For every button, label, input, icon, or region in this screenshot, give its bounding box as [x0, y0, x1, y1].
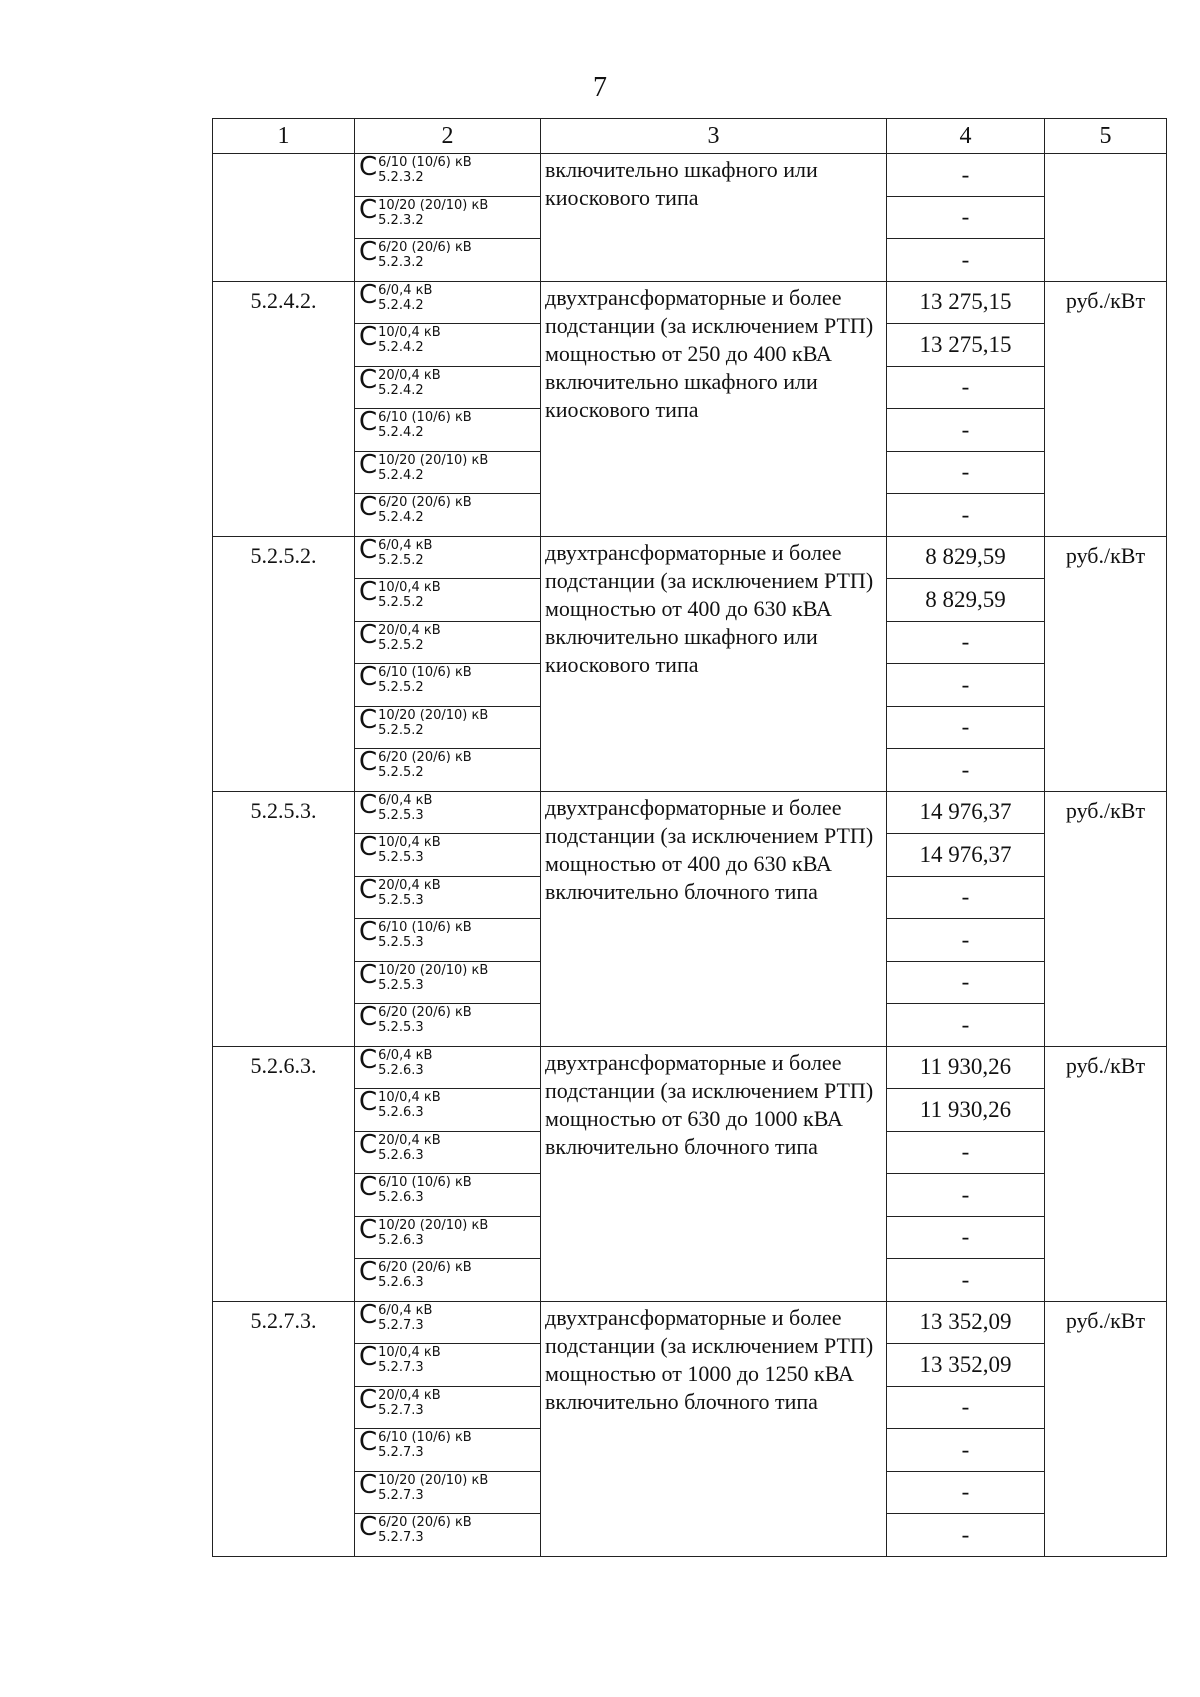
rate-indices — [378, 1387, 441, 1417]
rate-voltage-superscript: 10/20 (20/10) кВ — [378, 197, 489, 213]
rate-indices — [378, 367, 441, 397]
rate-value-cell: - — [887, 451, 1045, 494]
rate-value-cell: - — [887, 409, 1045, 452]
rate-code-cell — [355, 494, 541, 537]
rate-value-cell: - — [887, 1429, 1045, 1472]
rate-code-cell — [355, 1471, 541, 1514]
rate-value-cell: - — [887, 196, 1045, 239]
rate-symbol: C — [359, 833, 378, 862]
rate-code-cell — [355, 579, 541, 622]
rate-code-cell — [355, 154, 541, 197]
rate-voltage-superscript: 20/0,4 кВ — [378, 367, 441, 383]
rate-voltage-superscript: 6/10 (10/6) кВ — [378, 1175, 472, 1190]
rate-value-cell: - — [887, 366, 1045, 409]
rate-value-cell: - — [887, 1174, 1045, 1217]
rate-code-cell — [355, 706, 541, 749]
rate-voltage-superscript: 6/0,4 кВ — [378, 792, 433, 808]
rate-symbol: C — [359, 196, 378, 225]
rate-code-subscript: 5.2.7.3 — [378, 1530, 424, 1545]
description-cell: двухтрансформаторные и более подстанции (за исключением РТП) мощностью от 1000 до 1250 кВА включительно блочного типа — [541, 1301, 887, 1556]
rate-code-cell — [355, 239, 541, 282]
rate-indices — [378, 494, 472, 524]
unit-cell — [1045, 154, 1167, 282]
header-cell: 1 — [213, 119, 355, 154]
rate-code-subscript: 5.2.3.2 — [378, 212, 424, 228]
rate-symbol: C — [359, 281, 378, 310]
rate-voltage-superscript: 6/0,4 кВ — [378, 537, 433, 553]
rate-symbol: C — [359, 1003, 378, 1032]
rate-code-cell — [355, 621, 541, 664]
header-cell: 3 — [541, 119, 887, 154]
rate-value-cell: - — [887, 1216, 1045, 1259]
rate-indices — [378, 239, 472, 269]
rate-value-cell: 8 829,59 — [887, 536, 1045, 579]
rate-code-subscript: 5.2.5.3 — [378, 935, 424, 950]
rate-code-subscript: 5.2.4.2 — [378, 467, 424, 483]
rate-symbol: C — [359, 1428, 378, 1457]
rate-voltage-superscript: 6/10 (10/6) кВ — [378, 410, 472, 425]
rate-indices — [378, 622, 441, 652]
rate-code-subscript: 5.2.5.3 — [378, 807, 424, 823]
rate-indices — [378, 409, 472, 439]
rate-voltage-superscript: 10/0,4 кВ — [378, 1345, 441, 1360]
table-row — [213, 536, 1167, 579]
rate-voltage-superscript: 20/0,4 кВ — [378, 622, 441, 638]
rate-voltage-superscript: 20/0,4 кВ — [378, 877, 441, 893]
rate-code-subscript: 5.2.7.3 — [378, 1360, 424, 1375]
rate-symbol: C — [359, 536, 378, 565]
rate-code-cell — [355, 961, 541, 1004]
rate-symbol: C — [359, 451, 378, 480]
rate-indices — [378, 1217, 488, 1247]
description-cell: включительно шкафного или киоскового типа — [541, 154, 887, 282]
rate-indices — [378, 197, 488, 227]
rate-indices — [378, 537, 432, 567]
rate-voltage-superscript: 6/10 (10/6) кВ — [378, 155, 472, 170]
rate-value-cell: 8 829,59 — [887, 579, 1045, 622]
rate-code-subscript: 5.2.6.3 — [378, 1147, 424, 1163]
rate-symbol: C — [359, 366, 378, 395]
rate-indices — [378, 579, 441, 609]
rate-code-subscript: 5.2.7.3 — [378, 1445, 424, 1460]
rate-value-cell: - — [887, 154, 1045, 197]
tariff-table — [212, 118, 1167, 1557]
rate-symbol: C — [359, 153, 378, 182]
rate-indices — [378, 834, 441, 864]
table-row — [213, 1046, 1167, 1089]
rate-value-cell: - — [887, 239, 1045, 282]
rate-code-subscript: 5.2.7.3 — [378, 1317, 424, 1333]
rate-symbol: C — [359, 1046, 378, 1075]
rate-code-cell — [355, 1089, 541, 1132]
rate-code-subscript: 5.2.6.3 — [378, 1232, 424, 1248]
rate-voltage-superscript: 10/0,4 кВ — [378, 1090, 441, 1105]
rate-code-subscript: 5.2.5.2 — [378, 680, 424, 695]
description-cell: двухтрансформаторные и более подстанции (за исключением РТП) мощностью от 400 до 630 кВА включительно шкафного или киоскового типа — [541, 536, 887, 791]
rate-indices — [378, 154, 472, 184]
rate-code-subscript: 5.2.5.3 — [378, 1020, 424, 1035]
rate-code-cell — [355, 1386, 541, 1429]
table-body — [213, 154, 1167, 1557]
rate-value-cell: - — [887, 1471, 1045, 1514]
rate-code-cell — [355, 664, 541, 707]
rate-indices — [378, 792, 432, 822]
rate-code-cell — [355, 451, 541, 494]
table-row — [213, 791, 1167, 834]
rate-symbol: C — [359, 1343, 378, 1372]
rate-value-cell: - — [887, 961, 1045, 1004]
rate-indices — [378, 664, 472, 694]
rate-code-subscript: 5.2.5.3 — [378, 850, 424, 865]
rate-code-cell — [355, 1301, 541, 1344]
unit-cell: руб./кВт — [1045, 281, 1167, 536]
rate-symbol: C — [359, 1258, 378, 1287]
item-number-cell: 5.2.6.3. — [213, 1046, 355, 1301]
rate-voltage-superscript: 6/20 (20/6) кВ — [378, 1515, 472, 1530]
rate-voltage-superscript: 10/20 (20/10) кВ — [378, 1472, 489, 1488]
rate-code-cell — [355, 366, 541, 409]
rate-voltage-superscript: 6/20 (20/6) кВ — [378, 1005, 472, 1020]
header-cell: 5 — [1045, 119, 1167, 154]
rate-indices — [378, 1472, 488, 1502]
rate-code-cell — [355, 1216, 541, 1259]
rate-symbol: C — [359, 238, 378, 267]
rate-code-subscript: 5.2.5.2 — [378, 722, 424, 738]
rate-voltage-superscript: 10/0,4 кВ — [378, 580, 441, 595]
rate-value-cell: - — [887, 1259, 1045, 1302]
rate-indices — [378, 1429, 472, 1459]
rate-voltage-superscript: 6/10 (10/6) кВ — [378, 1430, 472, 1445]
rate-code-subscript: 5.2.5.2 — [378, 595, 424, 610]
rate-code-cell — [355, 1046, 541, 1089]
rate-voltage-superscript: 6/0,4 кВ — [378, 1302, 433, 1318]
rate-value-cell: 13 352,09 — [887, 1344, 1045, 1387]
page-number: 7 — [593, 72, 607, 103]
rate-indices — [378, 877, 441, 907]
rate-indices — [378, 1344, 441, 1374]
rate-code-subscript: 5.2.4.2 — [378, 510, 424, 525]
rate-voltage-superscript: 10/0,4 кВ — [378, 835, 441, 850]
rate-code-subscript: 5.2.6.3 — [378, 1275, 424, 1290]
rate-indices — [378, 324, 441, 354]
description-cell: двухтрансформаторные и более подстанции (за исключением РТП) мощностью от 400 до 630 кВА включительно блочного типа — [541, 791, 887, 1046]
rate-voltage-superscript: 20/0,4 кВ — [378, 1132, 441, 1148]
rate-value-cell: - — [887, 664, 1045, 707]
rate-code-subscript: 5.2.5.2 — [378, 552, 424, 568]
rate-voltage-superscript: 6/10 (10/6) кВ — [378, 665, 472, 680]
rate-voltage-superscript: 6/0,4 кВ — [378, 1047, 433, 1063]
rate-indices — [378, 1302, 432, 1332]
rate-voltage-superscript: 6/10 (10/6) кВ — [378, 920, 472, 935]
rate-voltage-superscript: 6/20 (20/6) кВ — [378, 1260, 472, 1275]
rate-code-subscript: 5.2.5.2 — [378, 765, 424, 780]
rate-symbol: C — [359, 493, 378, 522]
rate-voltage-superscript: 10/20 (20/10) кВ — [378, 962, 489, 978]
rate-code-subscript: 5.2.6.3 — [378, 1190, 424, 1205]
rate-symbol: C — [359, 706, 378, 735]
rate-indices — [378, 1047, 432, 1077]
rate-symbol: C — [359, 961, 378, 990]
item-number-cell — [213, 154, 355, 282]
rate-symbol: C — [359, 408, 378, 437]
unit-cell: руб./кВт — [1045, 1301, 1167, 1556]
rate-code-cell — [355, 791, 541, 834]
rate-code-subscript: 5.2.4.2 — [378, 297, 424, 313]
rate-value-cell: - — [887, 749, 1045, 792]
rate-symbol: C — [359, 918, 378, 947]
rate-symbol: C — [359, 323, 378, 352]
rate-code-subscript: 5.2.7.3 — [378, 1402, 424, 1418]
table-row — [213, 281, 1167, 324]
rate-symbol: C — [359, 1301, 378, 1330]
rate-value-cell: 11 930,26 — [887, 1089, 1045, 1132]
rate-symbol: C — [359, 621, 378, 650]
rate-code-subscript: 5.2.5.2 — [378, 637, 424, 653]
rate-voltage-superscript: 10/0,4 кВ — [378, 325, 441, 340]
rate-symbol: C — [359, 1513, 378, 1542]
rate-value-cell: 13 352,09 — [887, 1301, 1045, 1344]
rate-code-cell — [355, 876, 541, 919]
rate-code-cell — [355, 196, 541, 239]
rate-code-cell — [355, 536, 541, 579]
header-cell: 2 — [355, 119, 541, 154]
rate-code-cell — [355, 1131, 541, 1174]
rate-code-subscript: 5.2.4.2 — [378, 382, 424, 398]
rate-code-cell — [355, 1344, 541, 1387]
rate-indices — [378, 282, 432, 312]
rate-indices — [378, 749, 472, 779]
rate-value-cell: 14 976,37 — [887, 834, 1045, 877]
rate-value-cell: 11 930,26 — [887, 1046, 1045, 1089]
table-row — [213, 1301, 1167, 1344]
rate-code-subscript: 5.2.6.3 — [378, 1062, 424, 1078]
rate-code-cell — [355, 281, 541, 324]
rate-code-cell — [355, 1514, 541, 1557]
rate-voltage-superscript: 20/0,4 кВ — [378, 1387, 441, 1403]
rate-symbol: C — [359, 578, 378, 607]
rate-value-cell: - — [887, 1131, 1045, 1174]
rate-symbol: C — [359, 748, 378, 777]
rate-indices — [378, 962, 488, 992]
rate-symbol: C — [359, 791, 378, 820]
rate-value-cell: - — [887, 706, 1045, 749]
rate-code-subscript: 5.2.7.3 — [378, 1487, 424, 1503]
item-number-cell: 5.2.5.3. — [213, 791, 355, 1046]
rate-value-cell: - — [887, 919, 1045, 962]
rate-symbol: C — [359, 1216, 378, 1245]
rate-code-subscript: 5.2.3.2 — [378, 170, 424, 185]
rate-indices — [378, 1132, 441, 1162]
rate-voltage-superscript: 10/20 (20/10) кВ — [378, 1217, 489, 1233]
item-number-cell: 5.2.4.2. — [213, 281, 355, 536]
rate-code-cell — [355, 324, 541, 367]
header-row — [213, 119, 1167, 154]
rate-value-cell: 14 976,37 — [887, 791, 1045, 834]
rate-symbol: C — [359, 1088, 378, 1117]
rate-symbol: C — [359, 1471, 378, 1500]
rate-indices — [378, 1259, 472, 1289]
rate-indices — [378, 1089, 441, 1119]
unit-cell: руб./кВт — [1045, 536, 1167, 791]
rate-indices — [378, 1004, 472, 1034]
rate-indices — [378, 1514, 472, 1544]
unit-cell: руб./кВт — [1045, 791, 1167, 1046]
rate-indices — [378, 1174, 472, 1204]
rate-code-cell — [355, 1174, 541, 1217]
rate-voltage-superscript: 10/20 (20/10) кВ — [378, 707, 489, 723]
rate-symbol: C — [359, 663, 378, 692]
unit-cell: руб./кВт — [1045, 1046, 1167, 1301]
description-cell: двухтрансформаторные и более подстанции (за исключением РТП) мощностью от 250 до 400 кВА включительно шкафного или киоскового типа — [541, 281, 887, 536]
rate-value-cell: - — [887, 1004, 1045, 1047]
rate-code-cell — [355, 1004, 541, 1047]
rate-code-subscript: 5.2.3.2 — [378, 255, 424, 270]
rate-code-cell — [355, 919, 541, 962]
rate-code-cell — [355, 834, 541, 877]
description-cell: двухтрансформаторные и более подстанции (за исключением РТП) мощностью от 630 до 1000 кВА включительно блочного типа — [541, 1046, 887, 1301]
rate-voltage-superscript: 6/0,4 кВ — [378, 282, 433, 298]
rate-indices — [378, 707, 488, 737]
rate-code-cell — [355, 1259, 541, 1302]
rate-code-subscript: 5.2.4.2 — [378, 425, 424, 440]
table-row — [213, 154, 1167, 197]
rate-indices — [378, 919, 472, 949]
rate-symbol: C — [359, 1173, 378, 1202]
rate-code-cell — [355, 1429, 541, 1472]
rate-value-cell: - — [887, 494, 1045, 537]
rate-value-cell: - — [887, 621, 1045, 664]
rate-voltage-superscript: 6/20 (20/6) кВ — [378, 495, 472, 510]
rate-symbol: C — [359, 876, 378, 905]
rate-voltage-superscript: 6/20 (20/6) кВ — [378, 240, 472, 255]
rate-symbol: C — [359, 1386, 378, 1415]
rate-value-cell: 13 275,15 — [887, 281, 1045, 324]
rate-indices — [378, 452, 488, 482]
rate-value-cell: - — [887, 1386, 1045, 1429]
rate-code-subscript: 5.2.5.3 — [378, 977, 424, 993]
item-number-cell: 5.2.5.2. — [213, 536, 355, 791]
rate-voltage-superscript: 10/20 (20/10) кВ — [378, 452, 489, 468]
rate-value-cell: - — [887, 876, 1045, 919]
item-number-cell: 5.2.7.3. — [213, 1301, 355, 1556]
rate-value-cell: 13 275,15 — [887, 324, 1045, 367]
rate-code-cell — [355, 409, 541, 452]
rate-code-subscript: 5.2.4.2 — [378, 340, 424, 355]
rate-code-cell — [355, 749, 541, 792]
rate-voltage-superscript: 6/20 (20/6) кВ — [378, 750, 472, 765]
rate-code-subscript: 5.2.6.3 — [378, 1105, 424, 1120]
rate-symbol: C — [359, 1131, 378, 1160]
header-cell: 4 — [887, 119, 1045, 154]
rate-value-cell: - — [887, 1514, 1045, 1557]
rate-code-subscript: 5.2.5.3 — [378, 892, 424, 908]
